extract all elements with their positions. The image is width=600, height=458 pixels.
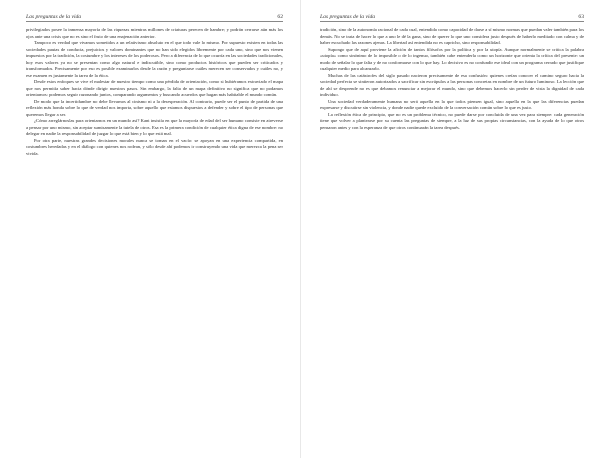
paragraph: Tampoco es verdad que vivamos sometidos a un relativismo absoluto en el que todo vale lo mismo. Por supuesto existen en todas las sociedades pautas de conducta, prejuicios y valores dominantes que no han sido elegidos libremente por cada uno, sino que nos vienen impuestos por la tradición, la costumbre y los intereses de los poderosos. Pero a diferencia de lo que ocurría en las sociedades tradicionales, hoy esos valores ya no se presentan como algo natural e indiscutible, sino como productos históricos que pueden ser criticados y transformados. Precisamente por eso es posible examinarlos desde la razón y preguntarse cuáles merecen ser conservados y cuáles no, y ese examen es justamente la tarea de la ética. (26, 40, 283, 78)
paragraph: La reflexión ética de principio, que no es un problema técnico, no puede darse por concluida de una vez para siempre: cada generación tiene que volver a plantearse por su cuenta las preguntas de siempre, a la luz de sus propias circunstancias, con la ayuda de lo que otros pensaron antes y con la esperanza de que otros continuarán la tarea después. (320, 111, 584, 130)
left-page-header (26, 14, 283, 22)
paragraph: De modo que la incertidumbre no debe llevarnos al cinismo ni a la desesperación. Al contrario, puede ser el punto de partida de una reflexión más honda sobre lo que de verdad nos importa, sobre aquello que estamos dispuestos a defender y sobre el tipo de personas que queremos llegar a ser. (26, 98, 283, 117)
right-page-header (320, 14, 584, 22)
left-page-body (26, 27, 283, 157)
paragraph: Supongo que de aquí proviene la afición de tantos filósofos por la política y por la utopía. Aunque normalmente se critica la palabra «utopía» como sinónimo de lo imposible o de lo ingenuo, también cabe entenderla como un horizonte que orienta la crítica del presente: un modo de señalar lo que falta y de no conformarse con lo que hay. Lo decisivo es no confundir ese ideal con un programa cerrado que justifique cualquier medio para alcanzarlo. (320, 46, 584, 71)
paragraph: tradición, sino de la autonomía racional de cada cual, entendida como capacidad de darse a sí mismo normas que puedan valer también para los demás. No se trata de hacer lo que a uno le dé la gana, sino de querer lo que uno considera justo después de haberlo meditado con calma y de haber escuchado las razones ajenas. La libertad así entendida no es capricho, sino responsabilidad. (320, 27, 584, 45)
right-page (300, 0, 600, 458)
right-page-number: 63 (578, 14, 584, 20)
paragraph: Una sociedad verdaderamente humana no será aquella en la que todos piensen igual, sino aquella en la que las diferencias puedan expresarse y discutirse sin violencia, y donde nadie quede excluido de la conversación común sobre lo que es justo. (320, 98, 584, 110)
paragraph: Por otra parte, nuestras grandes decisiones morales nunca se toman en el vacío: se apoyan en una experiencia compartida, en costumbres heredadas y en el diálogo con quienes nos rodean, y sólo desde ahí podemos ir construyendo una vida que merezca la pena ser vivida. (26, 137, 283, 156)
left-page-number: 62 (277, 14, 283, 20)
paragraph: Muchas de las catástrofes del siglo pasado nacieron precisamente de esa confusión: quienes creían conocer el camino seguro hacia la sociedad perfecta se sintieron autorizados a sacrificar sin escrúpulos a las personas concretas en nombre de un futuro luminoso. La lección que de ahí se desprende no es que debamos renunciar a mejorar el mundo, sino que debemos hacerlo sin perder de vista la dignidad de cada individuo. (320, 72, 584, 97)
left-running-head: Las preguntas de la vida (26, 14, 82, 20)
right-page-body (320, 27, 584, 131)
paragraph: privilegiados posee la inmensa mayoría de las riquezas mientras millones de criaturas perecen de hambre; y podrán cerrarse aún más los ojos ante una crisis que no es sino el fruto de una enajenación anterior. (26, 27, 283, 39)
right-running-head: Las preguntas de la vida (320, 14, 376, 20)
paragraph: Desde estos enfoques se vive el malestar de nuestro tiempo como una pérdida de orientación, como si hubiéramos extraviado el mapa que nos permitía saber hacia dónde dirigir nuestros pasos. Sin embargo, la falta de un mapa definitivo no significa que no podamos orientarnos: podemos seguir razonando juntos, comparando argumentos y buscando acuerdos que hagan más habitable el mundo común. (26, 79, 283, 97)
paragraph: ¿Cómo arreglárnoslas para orientarnos en un mundo así? Kant insistía en que la mayoría de edad del ser humano consiste en atreverse a pensar por uno mismo, sin aceptar sumisamente la tutela de otros. Esa es la primera condición de cualquier ética digna de ese nombre: no delegar en nadie la responsabilidad de juzgar lo que está bien y lo que está mal. (26, 118, 283, 136)
